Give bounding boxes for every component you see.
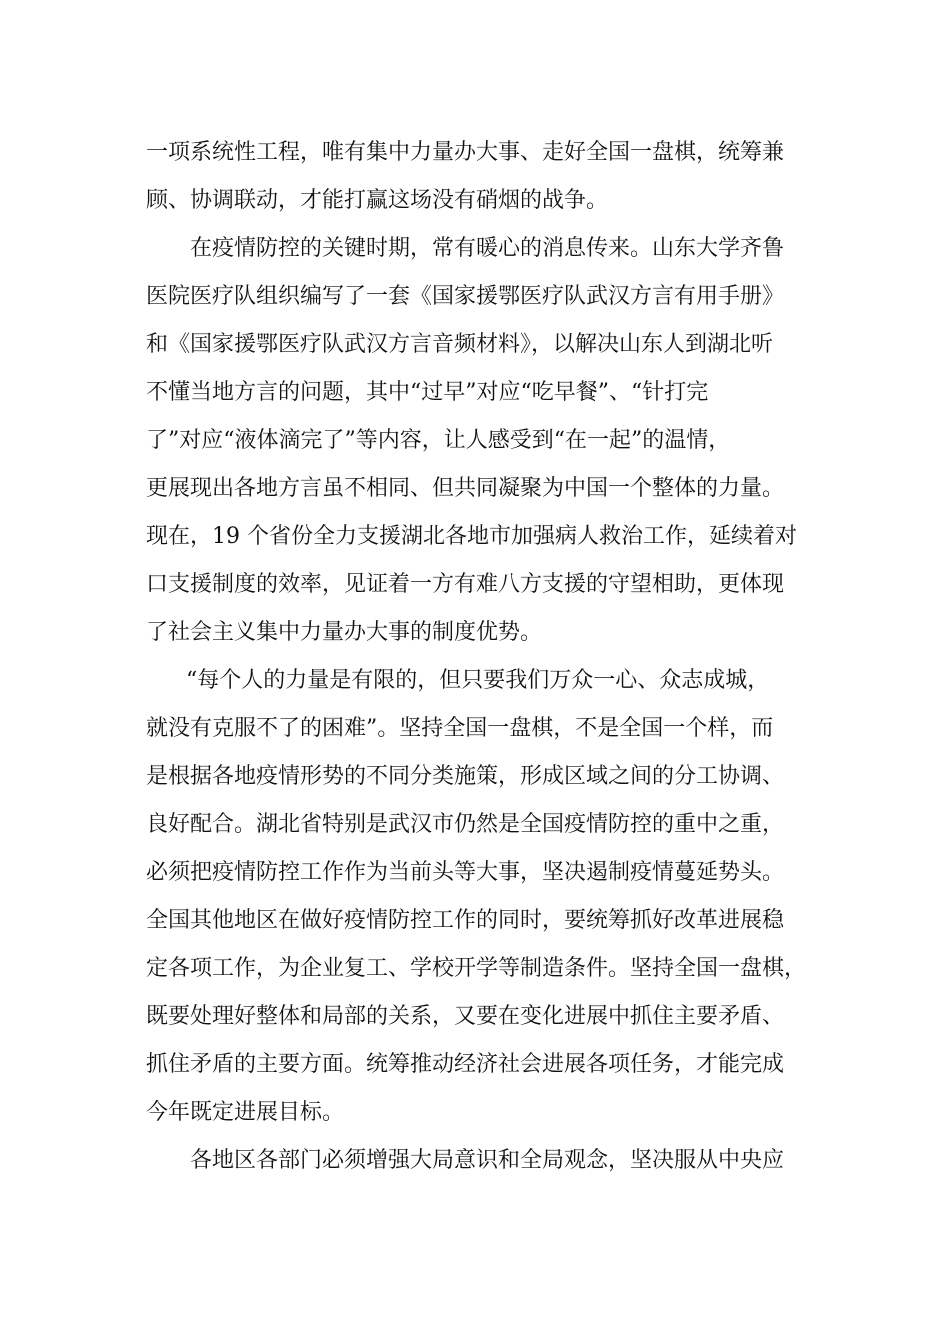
paragraph-first-line: “每个人的力量是有限的，但只要我们万众一心、众志成城， bbox=[186, 668, 770, 693]
paragraph-first-line: 各地区各部门必须增强大局意识和全局观念，坚决服从中央应 bbox=[190, 1148, 785, 1173]
text-line: 了社会主义集中力量办大事的制度优势。 bbox=[146, 620, 543, 645]
text-line: 和《国家援鄂医疗队武汉方言音频材料》，以解决山东人到湖北听 bbox=[146, 332, 774, 357]
text-line: 现在，19 个省份全力支援湖北各地市加强病人救治工作，延续着对 bbox=[146, 524, 797, 549]
text-line: 顾、协调联动，才能打赢这场没有硝烟的战争。 bbox=[146, 188, 609, 213]
text-line: 良好配合。湖北省特别是武汉市仍然是全国疫情防控的重中之重， bbox=[146, 812, 785, 837]
text-line: 是根据各地疫情形势的不同分类施策，形成区域之间的分工协调、 bbox=[146, 764, 785, 789]
text-line: 不懂当地方言的问题，其中“过早”对应“吃早餐”、“针打完 bbox=[146, 380, 709, 405]
text-line: 既要处理好整体和局部的关系，又要在变化进展中抓住主要矛盾、 bbox=[146, 1004, 785, 1029]
text-line: 定各项工作，为企业复工、学校开学等制造条件。坚持全国一盘棋， bbox=[146, 956, 807, 981]
text-line: 全国其他地区在做好疫情防控工作的同时，要统筹抓好改革进展稳 bbox=[146, 908, 785, 933]
text-line: 了”对应“液体滴完了”等内容，让人感受到“在一起”的温情， bbox=[146, 428, 731, 453]
text-line: 更展现出各地方言虽不相同、但共同凝聚为中国一个整体的力量。 bbox=[146, 476, 785, 501]
paragraph-first-line: 在疫情防控的关键时期，常有暖心的消息传来。山东大学齐鲁 bbox=[190, 236, 785, 261]
text-line: 必须把疫情防控工作作为当前头等大事，坚决遏制疫情蔓延势头。 bbox=[146, 860, 785, 885]
text-line: 口支援制度的效率，见证着一方有难八方支援的守望相助，更体现 bbox=[146, 572, 785, 597]
text-line: 一项系统性工程，唯有集中力量办大事、走好全国一盘棋，统筹兼 bbox=[146, 140, 785, 165]
text-line: 医院医疗队组织编写了一套《国家援鄂医疗队武汉方言有用手册》 bbox=[146, 284, 785, 309]
text-line: 抓住矛盾的主要方面。统筹推动经济社会进展各项任务，才能完成 bbox=[146, 1052, 785, 1077]
text-line: 今年既定进展目标。 bbox=[146, 1100, 345, 1125]
text-line: 就没有克服不了的困难”。坚持全国一盘棋，不是全国一个样，而 bbox=[146, 716, 774, 741]
